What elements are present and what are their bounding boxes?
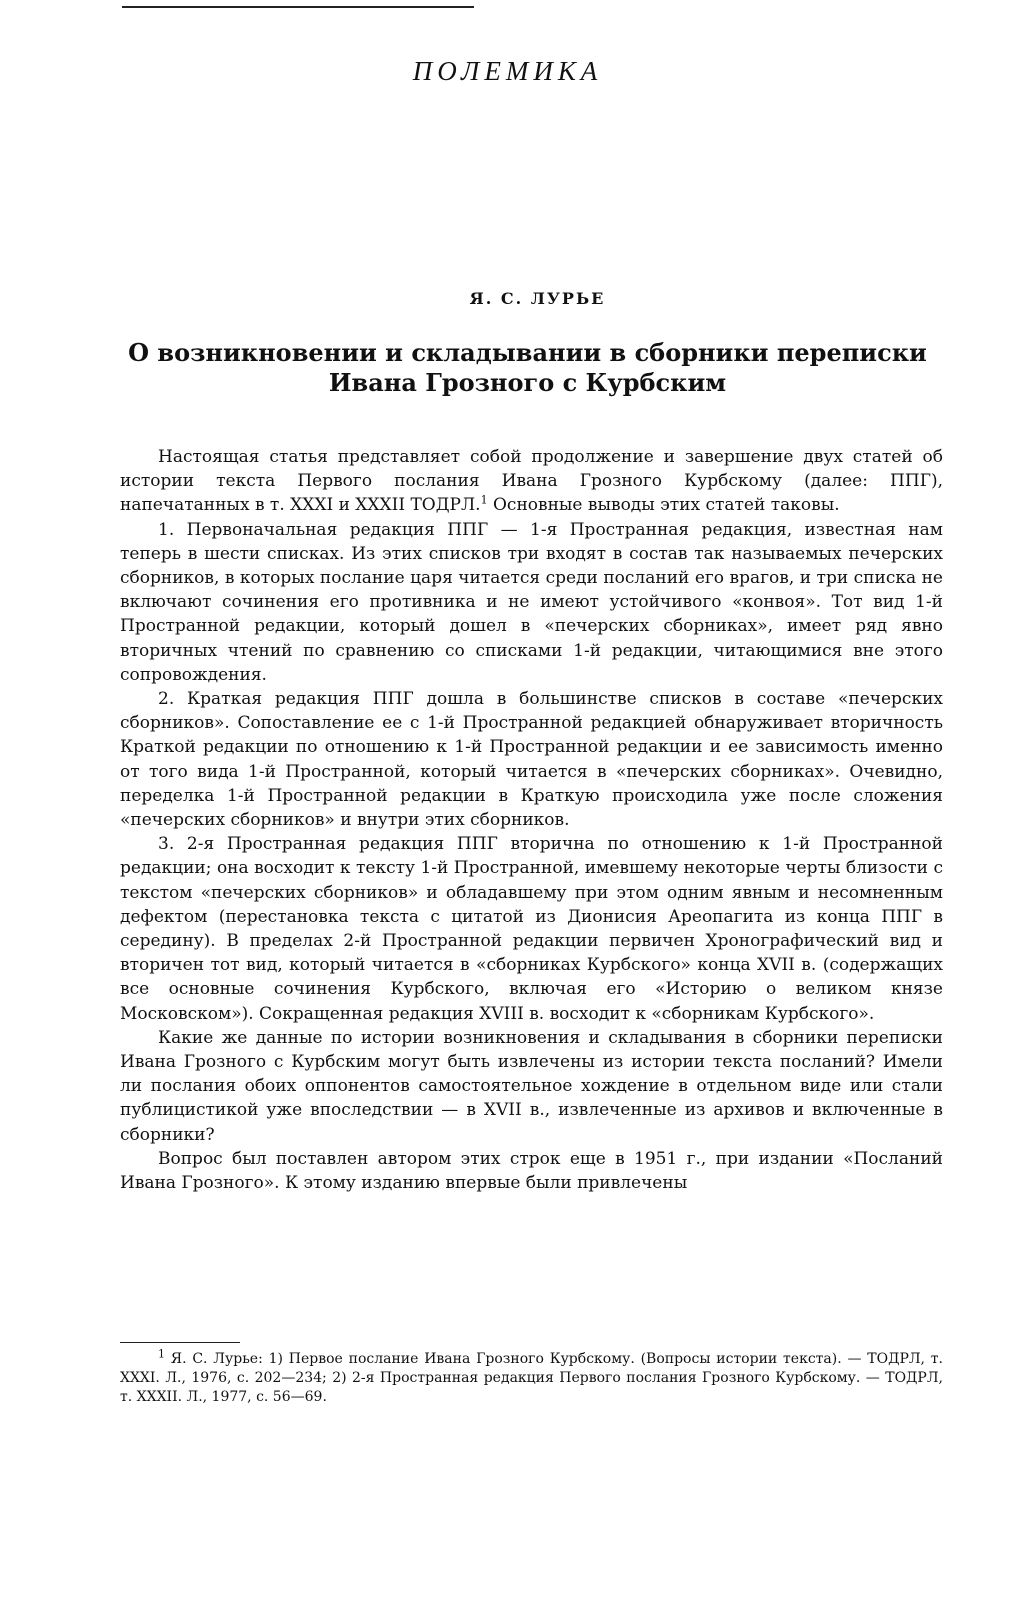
paragraph-5: Вопрос был поставлен автором этих строк еще в 1951 г., при издании «Посланий Ивана Грозного». К этому изданию впервые были привлечены bbox=[120, 1148, 943, 1194]
top-rule bbox=[122, 6, 474, 8]
title-line-1: О возникновении и складывании в сборники переписки bbox=[128, 338, 927, 367]
paragraph-1: 1. Первоначальная редакция ППГ — 1-я Пространная редакция, известная нам теперь в шести списках. Из этих списков три входят в состав так называемых печерских сборников, в которых послание царя читается среди посланий его врагов, и три списка не включают сочинения его противника и не имеют устойчивого «конвоя». Тот вид 1-й Пространной редакции, который дошел в «печерских сборниках», имеет ряд явно вторичных чтений по сравнению со списками 1-й редакции, читающимися вне этого сопровождения. bbox=[120, 519, 943, 685]
section-heading: ПОЛЕМИКА bbox=[412, 56, 603, 86]
author-name: Я. С. ЛУРЬЕ bbox=[469, 289, 606, 308]
footnote-ref: 1 bbox=[480, 493, 488, 507]
footnote-mark: 1 bbox=[158, 1347, 165, 1361]
intro-tail: Основные выводы этих статей таковы. bbox=[487, 495, 840, 516]
paragraph-intro bbox=[120, 445, 943, 518]
intro-text: Настоящая статья представляет собой продолжение и завершение двух статей об истории текста Первого послания Ивана Грозного Курбскому (далее: ППГ), напечатанных в т. XXXI и XXXII ТОДРЛ. bbox=[120, 447, 943, 516]
paragraph-3: 3. 2-я Пространная редакция ППГ вторична по отношению к 1-й Пространной редакции; она восходит к тексту 1-й Пространной, имевшему некоторые черты близости с текстом «печерских сборников» и обладавшему при этом одним явным и несомненным дефектом (перестановка текста с цитатой из Дионисия Ареопагита из конца ППГ в середину). В пределах 2-й Пространной редакции первичен Хронографический вид и вторичен тот вид, который читается в «сборниках Курбского» конца XVII в. (содержащих все основные сочинения Курбского, включая его «Историю о великом князе Московском»). Сокращенная редакция XVIII в. восходит к «сборникам Курбского». bbox=[120, 834, 943, 1024]
article-title bbox=[100, 338, 955, 398]
footnote-1 bbox=[120, 1347, 943, 1407]
paragraph-2: 2. Краткая редакция ППГ дошла в большинстве списков в составе «печерских сборников». Сопоставление ее с 1-й Пространной редакцией обнаруживает вторичность Краткой редакции по отношению к 1-й Пространной редакции и ее зависимость именно от того вида 1-й Пространной, который читается в «печерских сборниках». Очевидно, переделка 1-й Пространной редакции в Краткую происходила уже после сложения «печерских сборников» и внутри этих сборников. bbox=[120, 689, 943, 831]
footnotes bbox=[120, 1347, 943, 1407]
paragraph-4: Какие же данные по истории возникновения и складывания в сборники переписки Ивана Грозного с Курбским могут быть извлечены из истории текста посланий? Имели ли послания обоих оппонентов самостоятельное хождение в отдельном виде или стали публицистикой уже впоследствии — в XVII в., извлеченные из архивов и включенные в сборники? bbox=[120, 1027, 943, 1145]
footnote-text: Я. С. Лурье: 1) Первое послание Ивана Грозного Курбскому. (Вопросы истории текста). — ТОДРЛ, т. XXXI. Л., 1976, с. 202—234; 2) 2-я Пространная редакция Первого послания Грозного Курбскому. — ТОДРЛ, т. XXXII. Л., 1977, с. 56—69. bbox=[120, 1351, 943, 1405]
article-body bbox=[120, 445, 943, 1195]
title-line-2: Ивана Грозного с Курбским bbox=[328, 368, 727, 397]
footnote-rule bbox=[120, 1342, 240, 1343]
